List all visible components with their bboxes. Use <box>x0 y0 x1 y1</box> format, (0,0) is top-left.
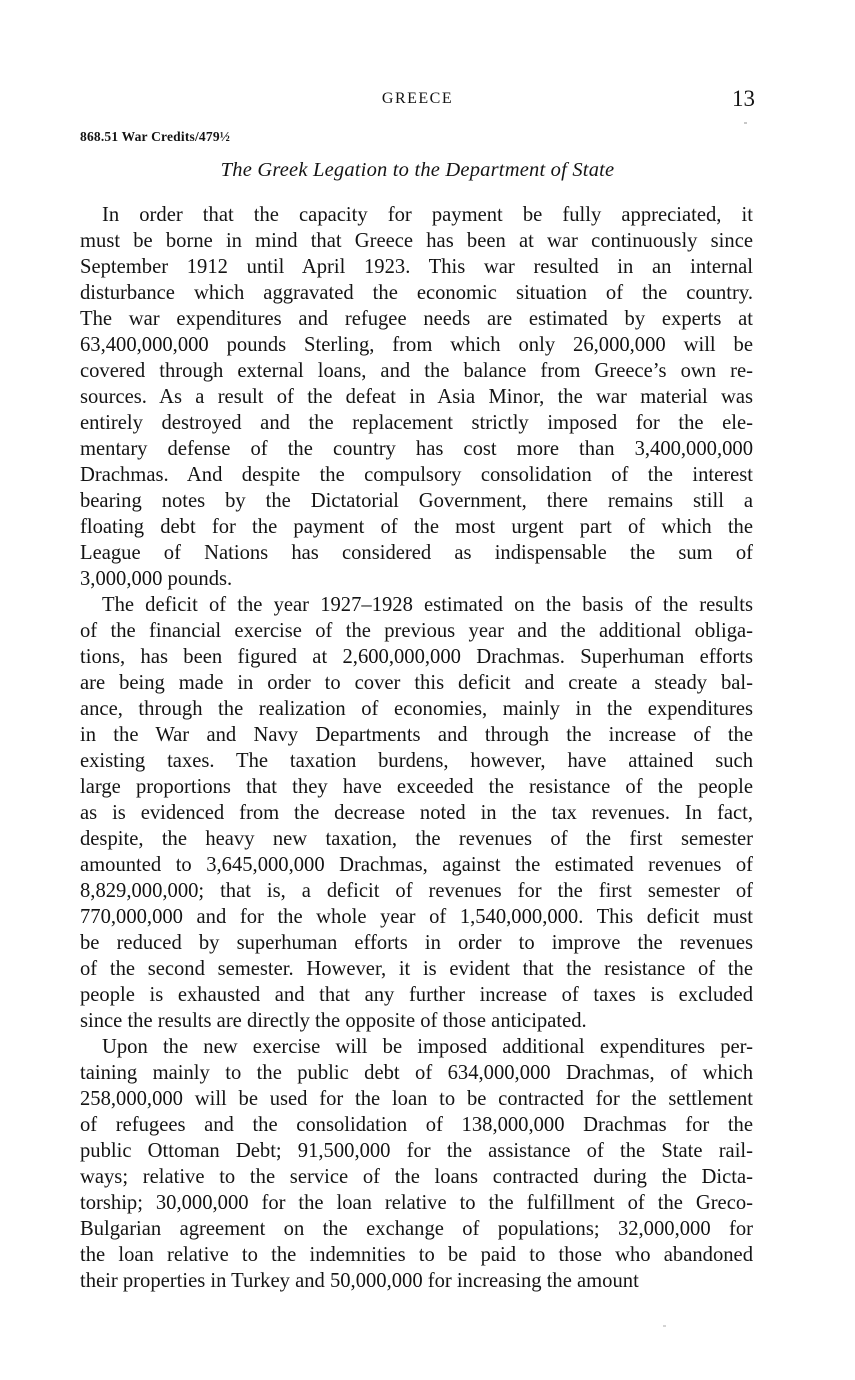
text-line: are being made in order to cover this deficit and create a steady bal- <box>80 672 753 694</box>
text-line: September 1912 until April 1923. This war resulted in an internal <box>80 256 753 278</box>
text-line: existing taxes. The taxation burdens, however, have attained such <box>80 750 753 772</box>
text-line: public Ottoman Debt; 91,500,000 for the assistance of the State rail- <box>80 1140 753 1162</box>
paragraph <box>80 202 753 592</box>
text-line: of the second semester. However, it is evident that the resistance of the <box>80 958 753 980</box>
text-line: The war expenditures and refugee needs are estimated by experts at <box>80 308 753 330</box>
text-line: 8,829,000,000; that is, a deficit of revenues for the first semester of <box>80 880 753 902</box>
paragraph <box>80 1034 753 1294</box>
text-line: ways; relative to the service of the loans contracted during the Dicta- <box>80 1166 753 1188</box>
text-line: the loan relative to the indemnities to be paid to those who abandoned <box>80 1244 753 1266</box>
text-line: of the financial exercise of the previous year and the additional obliga- <box>80 620 753 642</box>
text-line: 3,000,000 pounds. <box>80 568 233 590</box>
paragraph <box>80 592 753 1034</box>
text-line: people is exhausted and that any further increase of taxes is excluded <box>80 984 753 1006</box>
text-line: League of Nations has considered as indispensable the sum of <box>80 542 753 564</box>
file-reference: 868.51 War Credits/479½ <box>80 129 231 144</box>
scan-speck <box>663 1325 666 1327</box>
text-line: despite, the heavy new taxation, the revenues of the first semester <box>80 828 753 850</box>
text-line: mentary defense of the country has cost more than 3,400,000,000 <box>80 438 753 460</box>
text-line: floating debt for the payment of the most urgent part of which the <box>80 516 753 538</box>
text-line: Drachmas. And despite the compulsory consolidation of the interest <box>80 464 753 486</box>
text-line: bearing notes by the Dictatorial Government, there remains still a <box>80 490 753 512</box>
text-line: The deficit of the year 1927–1928 estimated on the basis of the results <box>102 594 753 616</box>
text-line: 258,000,000 will be used for the loan to be contracted for the settlement <box>80 1088 753 1110</box>
text-line: torship; 30,000,000 for the loan relative to the fulfillment of the Greco- <box>80 1192 753 1214</box>
running-head <box>80 86 755 116</box>
text-line: 770,000,000 and for the whole year of 1,540,000,000. This deficit must <box>80 906 753 928</box>
text-line: 63,400,000,000 pounds Sterling, from which only 26,000,000 will be <box>80 334 753 356</box>
text-line: since the results are directly the opposite of those anticipated. <box>80 1010 587 1032</box>
text-line: disturbance which aggravated the economic situation of the country. <box>80 282 753 304</box>
text-line: In order that the capacity for payment be fully appreciated, it <box>102 204 753 226</box>
text-line: their properties in Turkey and 50,000,000 for increasing the amount <box>80 1270 639 1292</box>
text-line: in the War and Navy Departments and through the increase of the <box>80 724 753 746</box>
text-line: large proportions that they have exceeded the resistance of the people <box>80 776 753 798</box>
text-line: Bulgarian agreement on the exchange of populations; 32,000,000 for <box>80 1218 753 1240</box>
text-line: entirely destroyed and the replacement strictly imposed for the ele- <box>80 412 753 434</box>
text-line: tions, has been figured at 2,600,000,000 Drachmas. Superhuman efforts <box>80 646 753 668</box>
text-line: of refugees and the consolidation of 138,000,000 Drachmas for the <box>80 1114 753 1136</box>
text-line: Upon the new exercise will be imposed additional expenditures per- <box>102 1036 753 1058</box>
text-line: ance, through the realization of economies, mainly in the expenditures <box>80 698 753 720</box>
scan-speck <box>744 122 747 124</box>
text-line: covered through external loans, and the balance from Greece’s own re- <box>80 360 753 382</box>
text-line: taining mainly to the public debt of 634,000,000 Drachmas, of which <box>80 1062 753 1084</box>
text-line: must be borne in mind that Greece has been at war continuously since <box>80 230 753 252</box>
text-line: sources. As a result of the defeat in Asia Minor, the war material was <box>80 386 753 408</box>
text-line: amounted to 3,645,000,000 Drachmas, against the estimated revenues of <box>80 854 753 876</box>
body-text <box>80 202 753 1294</box>
page-number: 13 <box>732 86 755 111</box>
running-title: GREECE <box>381 90 454 107</box>
text-line: as is evidenced from the decrease noted in the tax revenues. In fact, <box>80 802 753 824</box>
text-line: be reduced by superhuman efforts in order to improve the revenues <box>80 932 753 954</box>
document-heading: The Greek Legation to the Department of State <box>220 159 615 181</box>
